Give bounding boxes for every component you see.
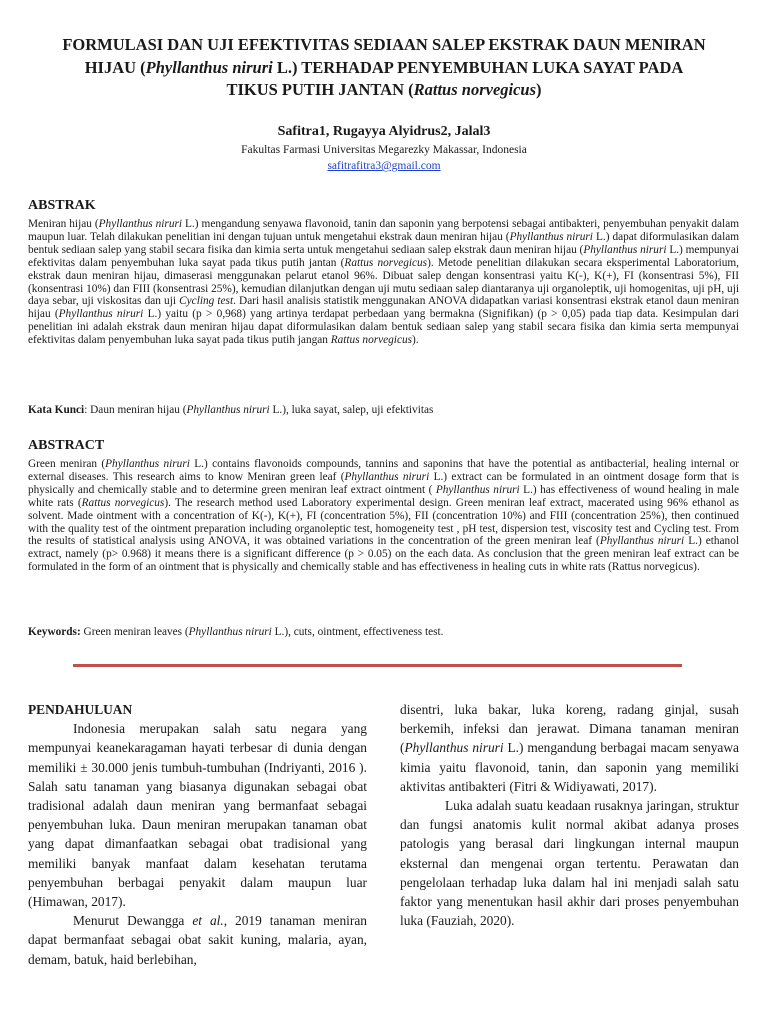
title-line-3: [28, 79, 740, 102]
column-left: [28, 700, 367, 969]
paper-title: [28, 34, 740, 102]
authors: Safitra1, Rugayya Alyidrus2, Jalal3: [277, 124, 491, 139]
abstrak-heading: ABSTRAK: [28, 198, 96, 213]
keywords: [28, 626, 739, 638]
email-link[interactable]: safitrafitra3@gmail.com: [327, 160, 441, 172]
kata-kunci-label: Kata Kunci: [28, 404, 85, 416]
section-divider: [73, 664, 682, 667]
title-line-1: FORMULASI DAN UJI EFEKTIVITAS SEDIAAN SALEP EKSTRAK DAUN MENIRAN: [62, 35, 706, 54]
keywords-label: Keywords:: [28, 626, 81, 638]
column-right: [400, 700, 739, 930]
title-line-3-pre: TIKUS PUTIH JANTAN (: [226, 80, 414, 99]
email-container: [0, 160, 768, 172]
pendahuluan-heading: PENDAHULUAN: [28, 702, 133, 717]
title-line-2: [28, 57, 740, 80]
affiliation: Fakultas Farmasi Universitas Megarezky Makassar, Indonesia: [241, 144, 527, 156]
abstract-body: Green meniran (Phyllanthus niruri L.) contains flavonoids compounds, tannins and saponins that have the potential as antibacterial, healing internal or external diseases. This research aims to know Meniran green leaf (Phyllanthus niruri L.) extract can be formulated in an ointment dosage form that is physically and chemically stable and to determine green meniran leaf extract ointment ( Phyllanthus niruri L.) has effectiveness of wound healing in male white rats (Rattus norvegicus). The research method used Laboratory experimental design. Green meniran leaf extract, macerated using 96% ethanol as solvent. Made ointment with a concentration of K(-), K(+), FI (concentration 5%), FII (concentration 10%) and FIII (concentration 25%), then continued with the quality test of the ointment preparation including organoleptic test, homogeneity test , pH test, dispersion test, viscosity test and Cycling test. From the results of statistical analysis using ANOVA, it was obtained variations in the concentration of the green meniran leaf (Phyllanthus niruri L.) ethanol extract, namely (p> 0.968) it means there is a significant difference (p > 0.05) on the each data. As conclusion that the green meniran leaf extract can be formulated in the form of an ointment that is physically and chemically stable and has effectiveness in healing cuts in white rats (Rattus norvegicus).: [28, 458, 739, 574]
abstract-heading: ABSTRACT: [28, 438, 105, 453]
keywords-text: Green meniran leaves (Phyllanthus niruri L.), cuts, ointment, effectiveness test.: [80, 626, 444, 638]
title-line-2-species: Phyllanthus niruri: [145, 57, 273, 77]
pendahuluan-paragraph-3: disentri, luka bakar, luka koreng, radang ginjal, susah berkemih, infeksi dan jerawat. Dimana tanaman meniran (Phyllanthus niruri L.) mengandung berbagai macam senyawa kimia yaitu flavonoid, tanin, dan saponin yang memiliki aktivitas antibakteri (Fitri & Widiyawati, 2017).: [400, 702, 739, 794]
title-line-2-post: L.) TERHADAP PENYEMBUHAN LUKA SAYAT PADA: [272, 57, 684, 77]
title-line-2-pre: HIJAU (: [84, 57, 146, 77]
title-line-3-species: Rattus norvegicus: [413, 80, 537, 99]
kata-kunci: [28, 404, 739, 416]
kata-kunci-text: : Daun meniran hijau (Phyllanthus niruri L.), luka sayat, salep, uji efektivitas: [84, 404, 434, 416]
pendahuluan-paragraph-1: Indonesia merupakan salah satu negara yang mempunyai keanekaragaman hayati terbesar di dunia dengan memiliki ± 30.000 jenis tumbuh-tumbuhan (Indriyanti, 2016 ). Salah satu tanaman yang biasanya digunakan sebagai obat tradisional adalah daun meniran yang bermanfaat sebagai penyembuhan luka. Daun meniran merupakan tanaman obat yang dapat dimanfaatkan sebagai obat tradisional yang memiliki banyak manfaat dalam kesehatan terutama penyembuhan berbagai penyakit dalam maupun luar (Himawan, 2017).: [28, 721, 367, 910]
abstrak-body: Meniran hijau (Phyllanthus niruri L.) mengandung senyawa flavonoid, tanin dan saponin yang berpotensi sebagai antibakteri, penyembuhan penyakit dalam maupun luar. Telah dilakukan penelitian ini dengan tujuan untuk mengetahui ekstrak daun meniran hijau (Phyllanthus niruri L.) dapat diformulasikan dalam bentuk sediaan salep yang stabil secara fisika dan kimia serta untuk mengetahui sediaan salep ekstrak daun meniran hijau (Phyllanthus niruri L.) mempunyai efektivitas dalam penyembuhan luka sayat pada tikus putih jantan (Rattus norvegicus). Metode penelitian dilakukan secara eksperimental Laboratorium, ekstrak daun meniran hijau, dimaserasi menggunakan pelarut etanol 96%. Dibuat salep dengan konsentrasi yaitu K(-), K(+), FI (konsentrasi 5%), FII (konsentrasi 10%) dan FIII (konsentrasi 25%), kemudian dilanjutkan dengan uji mutu sediaan salep diantaranya uji organoleptik, uji homogenitas, uji pH, uji daya sebar, uji viskositas dan uji Cycling test. Dari hasil analisis statistik menggunakan ANOVA didapatkan variasi konsentrasi ekstrak etanol daun meniran hijau (Phyllanthus niruri L.) yaitu (p > 0,968) yang artinya terdapat perbedaan yang bermakna (Signifikan) (p > 0,05) pada tiap data. Kesimpulan dari penelitian ini adalah ekstrak daun meniran hijau dapat diformulasikan dalam bentuk sediaan salep yang stabil secara fisika dan kimia serta mempunyai efektivitas dalam penyembuhan luka sayat pada tikus putih jangan Rattus norvegicus).: [28, 218, 740, 347]
pendahuluan-paragraph-4: Luka adalah suatu keadaan rusaknya jaringan, struktur dan fungsi anatomis kulit normal akibat adanya proses patologis yang berasal dari lingkungan internal maupun eksternal dan mengenai organ tertentu. Perawatan dan pengelolaan terhadap luka dalam hal ini menjadi salah satu faktor yang menentukan hasil akhir dari proses penyembuhan luka (Fauziah, 2020).: [400, 798, 739, 929]
pendahuluan-paragraph-2: Menurut Dewangga et al., 2019 tanaman meniran dapat bermanfaat sebagai obat sakit kuning, malaria, ayan, demam, batuk, haid berlebihan,: [28, 913, 367, 967]
title-line-3-post: ): [536, 80, 542, 99]
